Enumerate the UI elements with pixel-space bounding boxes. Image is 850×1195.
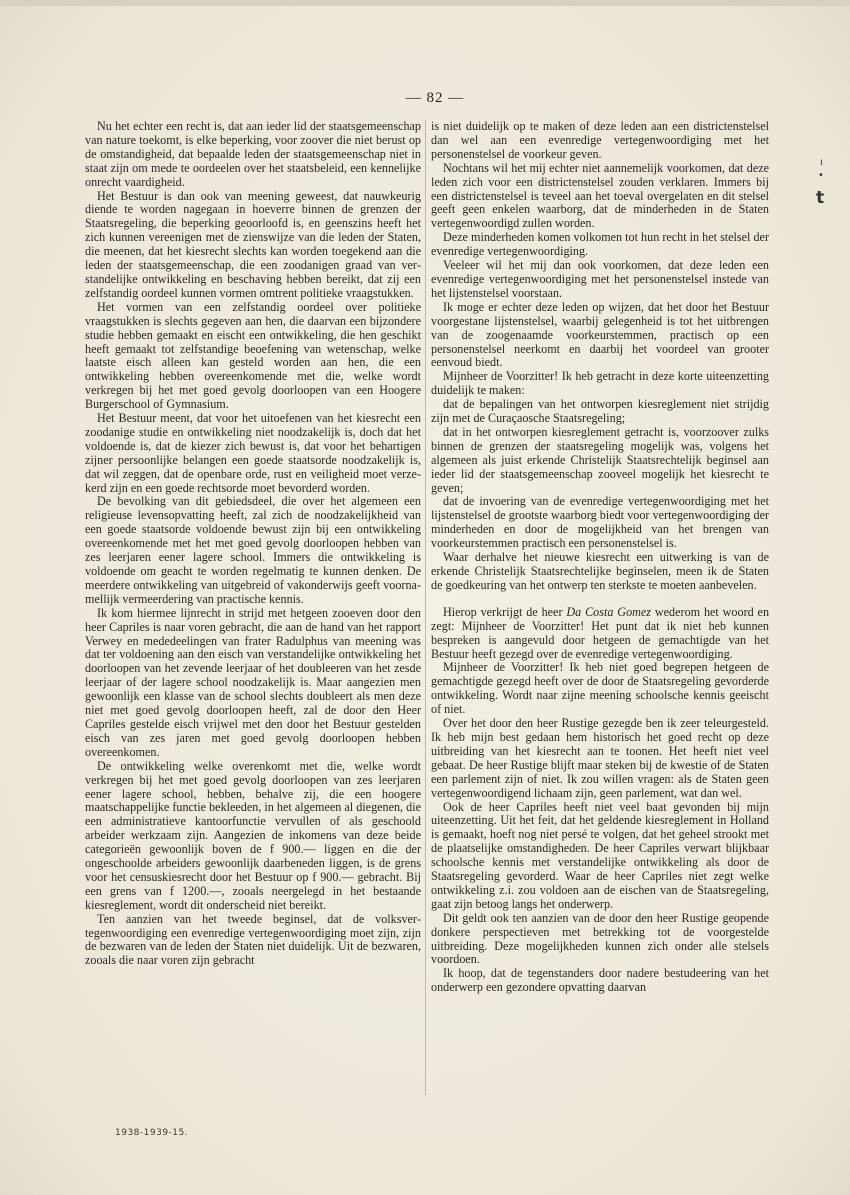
paragraph: Ik kom hiermee lijnrecht in strijd met hetgeen zooeven door den heer Capriles is naar voren gebracht, die aan de hand van het rapport Verwey en mededeelingen van frater Radulphus van meening was dat ter voldoening aan den eisch van verstandelijke ontwikkeling het doorloopen van het zevende leerjaar of het doubleeren van het zesde leerjaar of der lagere school noodzakelijk is. Maar aangezien men gewoonlijk een klasse van de school slechts doubleert als men deze niet met goed gevolg doorloopen heeft, zal de door den Heer Capriles gestelde eisch vrijwel met den door het Bestuur gestelden eisch van zes jaren met goed gevolg doorloopen hebben overeenkomen. xyxy=(85,605,421,759)
paragraph: Waar derhalve het nieuwe kiesrecht een uitwerking is van de erkende Christelijk Staatsrechtelijke beginselen, meen ik de Staten de goedkeuring van het ontwerp ten sterkste te moeten aanbevelen. xyxy=(431,550,769,592)
margin-mark: • xyxy=(818,170,824,181)
paragraph: Het Bestuur meent, dat voor het uitoefenen van het kiesrecht een zoodanige studie en ontwikkeling niet noodzakelijk is, doch dat het voldoende is, dat de kiezer zich bewust is, dat voor het behartigen zijner persoonlijke belangen een goede staatsorde noodzakelijk is, dat wil zeggen, dat de openbare orde, rust en veiligheid moet verzekerd zijn en een goede rechtsorde moet bevorderd worden. xyxy=(85,411,421,495)
paragraph: Ik hoop, dat de tegenstanders door nadere bestudeering van het onderwerp een gezondere opvatting daarvan xyxy=(431,966,769,995)
paragraph: is niet duidelijk op te maken of deze leden aan een districtenstelsel dan wel aan een evenredige vertegenwoordiging met het personenstelsel de voorkeur geven. xyxy=(431,119,769,161)
right-column xyxy=(431,120,769,995)
paragraph: Het Bestuur is dan ook van meening geweest, dat nauwkeurig diende te worden nagegaan in hoeverre binnen de grenzen der Staatsregeling, die beperking geoorloofd is, en geenszins heeft het zich kunnen vereenigen met de zienswijze van die leden der Staten, die meenen, dat het kiesrecht slechts kan worden toegekend aan die leden der staatsgemeenschap, die een zoodanigen graad van verstandelijke ontwikkeling en beschaving hebben bereikt, dat zij een zelfstandig oordeel kunnen vormen omtrent politieke vraagstukken. xyxy=(85,188,421,300)
paragraph: Nochtans wil het mij echter niet aannemelijk voorkomen, dat deze leden zich voor een districtenstelsel zouden verklaren. Immers bij een districtenstelsel is teveel aan het toeval overgelaten en dit stelsel geeft geen enkelen waarborg, dat de minderheden in de Staten vertegenwoordigd zullen worden. xyxy=(431,160,769,231)
column-divider xyxy=(425,120,426,1095)
left-column xyxy=(85,120,421,968)
paragraph: Mijnheer de Voorzitter! Ik heb getracht in deze korte uiteenzetting duidelijk te maken: xyxy=(431,369,769,398)
margin-mark: ı xyxy=(820,157,823,168)
paragraph: Ten aanzien van het tweede beginsel, dat de volksvertegenwoordiging een evenredige vertegenwoordiging moet zijn, zijn de bezwaren van de leden der Staten niet duidelijk. Uit de bezwaren, zooals die naar voren zijn gebracht xyxy=(85,911,421,968)
paragraph: Deze minderheden komen volkomen tot hun recht in het stelsel der evenredige vertegenwoordiging. xyxy=(431,230,769,259)
paragraph: dat de bepalingen van het ontworpen kiesreglement niet strijdig zijn met de Curaçaosche Staatsregeling; xyxy=(431,397,769,426)
paragraph: De bevolking van dit gebiedsdeel, die over het algemeen een religieuse levensopvatting heeft, zal zich de noodzakelijkheid van een goede staatsorde voldoende bewust zijn bij een ontwikkeling overeenkomende met het met goed gevolg doorloopen hebben van zes leerjaren eener lagere school. Immers die ontwikkeling is voldoende om geacht te worden regelmatig te kunnen denken. De meerdere ontwikkeling van uitgebreid of vakonderwijs geeft voornamellijk vermeerdering van practische kennis. xyxy=(85,494,421,606)
paragraph: Dit geldt ook ten aanzien van de door den heer Rustige geopende donkere perspectieven met betrekking tot de voorgestelde uitbreiding. Deze mogelijkheden kunnen zich onder alle stelsels voordoen. xyxy=(431,910,769,967)
paragraph: Over het door den heer Rustige gezegde ben ik zeer teleurgesteld. Ik heb mijn best gedaan hem historisch het goed recht op deze uitbreiding van het kiesrecht aan te toonen. Het heeft niet veel gebaat. De heer Rustige blijft maar steken bij de kwestie of de Staten een parlement zijn of niet. Ik zou willen vragen: als de Staten geen vertegenwoordigend lichaam zijn, geen parlement, wat dan wel. xyxy=(431,716,769,800)
paragraph: dat in het ontworpen kiesreglement getracht is, voorzoover zulks binnen de grenzen der staatsregeling mogelijk was, volgens het algemeen als juist erkende Christelijk Staatsrechtelijk beginsel aan ieder lid der staatsgemeenschap zooveel mogelijk het kiesrecht te geven; xyxy=(431,424,769,495)
page-number: — 82 — xyxy=(405,90,465,106)
paragraph: dat de invoering van de evenredige vertegenwoordiging met het lijstenstelsel de grootste waarborg biedt voor vertegenwoordiging der minderheden en door de mogelijkheid van het brengen van voorkeurstemmen practisch een personenstelsel is. xyxy=(431,494,769,551)
paragraph: Ook de heer Capriles heeft niet veel baat gevonden bij mijn uiteenzetting. Uit het feit, dat het geldende kiesreglement in Holland is gemaakt, hoeft nog niet persé te volgen, dat het geheel strookt met de plaatselijke omstandigheden. De heer Capriles verwart blijkbaar schoolsche kennis met verstandelijke ontwikkeling als door de Staatsregeling gevorderd. Waar de heer Capriles niet zegt welke ontwikkeling z.i. zou voldoen aan de eischen van de Staatsregeling, gaat zijn betoog langs het onderwerp. xyxy=(431,799,769,911)
speaker-paragraph xyxy=(431,606,769,662)
speaker-text: wederom het woord en zegt: Mijnheer de Voorzitter! Het punt dat ik niet heb kunnen bespreken is aangevuld door hetgeen de gemachtigde van het Bestuur heeft gezegd over de evenredige vertegenwoordiging. xyxy=(431,604,770,661)
paragraph: Nu het echter een recht is, dat aan ieder lid der staatsgemeenschap van nature toekomt, is elke beperking, voor zoover die niet berust op de omstandigheid, dat bepaalde leden der staatsgemeenschap niet in staat zijn om mede te oordeelen over het staatsbeleid, een kennelijke onrecht vaardigheid. xyxy=(85,119,421,189)
speaker-intro: Hierop verkrijgt de heer xyxy=(443,604,567,619)
footer-code: 1938-1939-15. xyxy=(115,1128,189,1138)
paragraph: De ontwikkeling welke overenkomt met die, welke wordt verkregen bij het met goed gevolg doorloopen van zes leerjaren eener lagere school, hebben, behalve zij, die een hoogere maatschappelijke functie bekleeden, in het algemeen al diegenen, die een administratieve kantoorfunctie vervullen of als geschoold arbeider werkzaam zijn. Aangezien de inkomens van deze beide categorieën gewoonlijk boven de f 900.— liggen en die der ongeschoolde arbeiders gewoonlijk daarbeneden liggen, is de grens voor het censuskiesrecht door het Bestuur op f 900.— gebracht. Bij een grens van f 1200.—, zooals neergelegd in het bestaande kiesreglement, wordt dit onderscheid niet bereikt. xyxy=(85,758,421,912)
paragraph: Ik moge er echter deze leden op wijzen, dat het door het Bestuur voorgestane lijstenstelsel, waarbij gelegenheid is tot het uitbrengen van de zoogenaamde voorkeurstemmen, practisch op een personenstelsel neerkomt en daarbij het voordeel van grooter eenvoud biedt. xyxy=(431,299,769,370)
page-top-edge xyxy=(0,0,850,6)
paragraph: Veeleer wil het mij dan ook voorkomen, dat deze leden een evenredige vertegenwoordiging met het personenstelsel instede van het lijstenstelsel voorstaan. xyxy=(431,258,769,300)
paragraph: Het vormen van een zelfstandig oordeel over politieke vraagstukken is slechts gegeven aan hen, die daarvan een bijzondere studie hebben gemaakt en eischt een ontwikkeling, die hen geschikt heeft gemaakt tot zelfstandige beoefening van wetenschap, welke laatste eisch alleen kan gesteld worden aan hen, die een ontwikkeling hebben overeenkomende met die, welke wordt verkregen bij het met goed gevolg doorloopen van een Hoogere Burgerschool of Gymnasium. xyxy=(85,299,421,412)
speaker-name: Da Costa Gomez xyxy=(566,604,652,619)
paragraph: Mijnheer de Voorzitter! Ik heb niet goed begrepen hetgeen de gemachtigde gezegd heeft over de door de Staatsregeling gevorderde ontwikkeling. Wordt naar zijne meening schoolsche kennis geeischt of niet. xyxy=(431,660,769,717)
margin-mark: t xyxy=(816,188,825,208)
